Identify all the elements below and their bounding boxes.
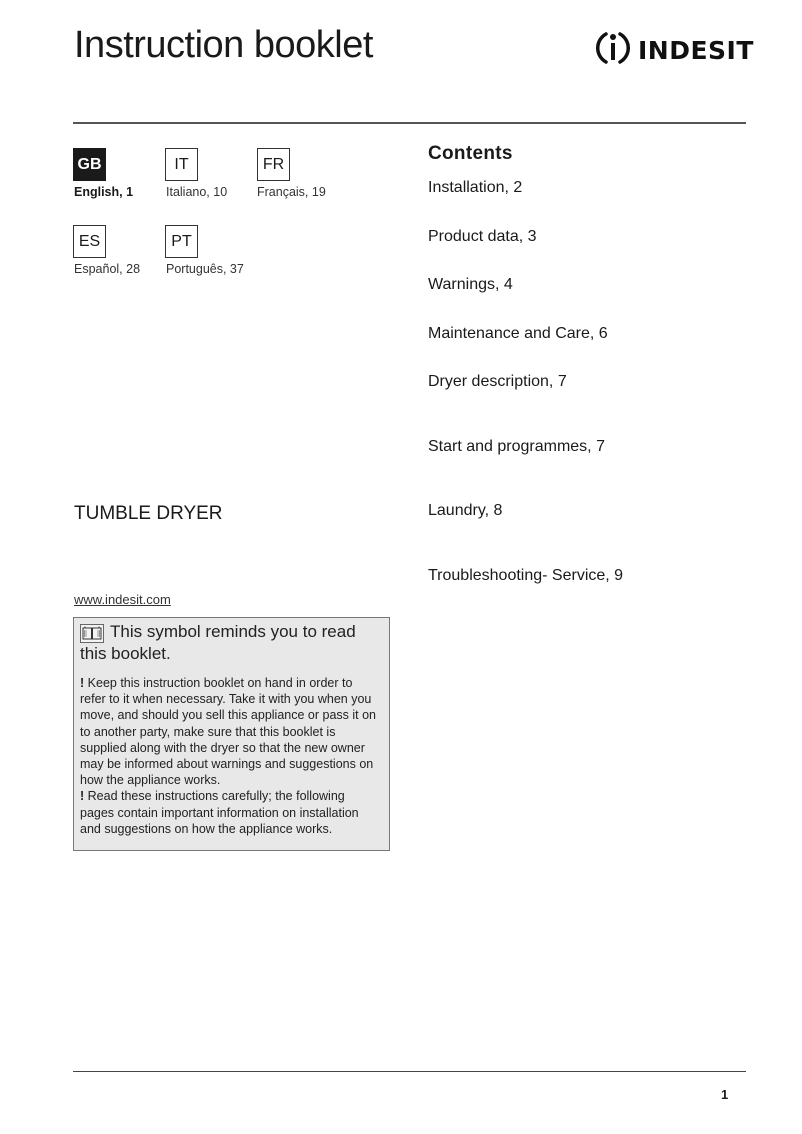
- language-label: Português, 37: [166, 262, 244, 276]
- toc-item-start-programmes[interactable]: Start and programmes, 7: [428, 438, 605, 455]
- toc-item-troubleshooting[interactable]: Troubleshooting- Service, 9: [428, 567, 624, 584]
- toc-item-product-data[interactable]: Product data, 3: [428, 228, 537, 245]
- brand-name: INDESIT: [638, 35, 754, 65]
- toc-item-dryer-description[interactable]: Dryer description, 7: [428, 373, 567, 390]
- exclamation-icon: !: [80, 789, 85, 804]
- language-code-box: PT: [165, 225, 198, 258]
- language-pt[interactable]: [165, 225, 198, 258]
- indesit-logo: [594, 30, 754, 70]
- toc-item-warnings[interactable]: Warnings, 4: [428, 276, 513, 293]
- language-code-box: GB: [73, 148, 106, 181]
- website-link[interactable]: www.indesit.com: [74, 592, 171, 607]
- language-gb[interactable]: [73, 148, 106, 181]
- language-code-box: FR: [257, 148, 290, 181]
- exclamation-icon: !: [80, 676, 85, 690]
- contents-heading: Contents: [428, 143, 513, 164]
- document-title: Instruction booklet: [74, 24, 373, 66]
- page-number: 1: [721, 1087, 729, 1102]
- language-it[interactable]: [165, 148, 198, 181]
- notice-box: [73, 617, 390, 851]
- language-label: Français, 19: [257, 185, 326, 199]
- toc-item-laundry[interactable]: Laundry, 8: [428, 502, 503, 519]
- language-es[interactable]: [73, 225, 106, 258]
- notice-paragraph-keep: ! Keep this instruction booklet on hand in order to refer to it when necessary. Take it with you when you move, and should you sell this appliance or pass it on to another party, make sure that this booklet is supplied along with the dryer so that the new owner may be informed about warnings and suggestions on how the appliance works.: [80, 676, 377, 788]
- language-label: Italiano, 10: [166, 185, 228, 199]
- language-label: Español, 28: [74, 262, 141, 276]
- language-code-box: IT: [165, 148, 198, 181]
- toc-item-maintenance[interactable]: Maintenance and Care, 6: [428, 325, 608, 342]
- book-icon: [80, 624, 104, 646]
- product-name: TUMBLE DRYER: [74, 503, 223, 524]
- bottom-divider: [73, 1071, 746, 1072]
- top-divider: [73, 122, 746, 124]
- toc-item-installation[interactable]: Installation, 2: [428, 179, 523, 196]
- notice-heading-text: This symbol reminds you to read this booklet.: [80, 622, 356, 663]
- notice-heading: [80, 624, 381, 662]
- language-fr[interactable]: [257, 148, 290, 181]
- language-code-box: ES: [73, 225, 106, 258]
- indesit-i-icon: [594, 28, 632, 73]
- language-label: English, 1: [74, 185, 134, 199]
- notice-paragraph-read: ! Read these instructions carefully; the following pages contain important information on installation and suggestions on how the appliance works.: [80, 789, 359, 836]
